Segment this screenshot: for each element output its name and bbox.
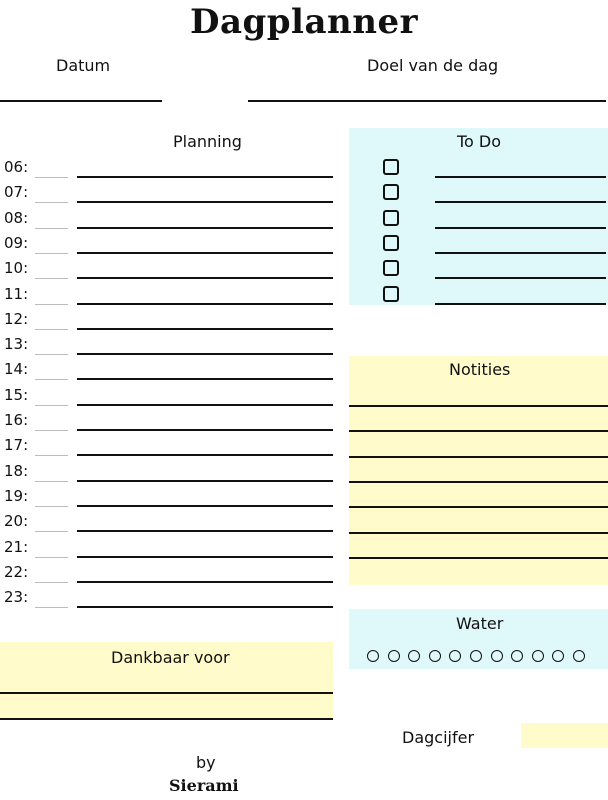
todo-label: To Do — [457, 132, 502, 151]
water-glass-icon[interactable] — [470, 650, 482, 662]
hour-duration-line[interactable] — [35, 481, 68, 482]
hour-entry-line[interactable] — [77, 581, 333, 583]
hour-label: 12: — [4, 309, 29, 328]
hour-label: 20: — [4, 512, 29, 531]
hour-duration-line[interactable] — [35, 405, 68, 406]
hour-label: 23: — [4, 588, 29, 607]
hour-duration-line[interactable] — [35, 228, 68, 229]
page-title: Dagplanner — [190, 2, 418, 42]
hour-duration-line[interactable] — [35, 557, 68, 558]
todo-checkbox[interactable] — [383, 210, 399, 226]
hour-label: 18: — [4, 461, 29, 480]
hour-duration-line[interactable] — [35, 582, 68, 583]
hour-entry-line[interactable] — [77, 606, 333, 608]
todo-line[interactable] — [435, 277, 606, 279]
water-glass-icon[interactable] — [388, 650, 400, 662]
hour-entry-line[interactable] — [77, 227, 333, 229]
hour-label: 13: — [4, 335, 29, 354]
doel-line[interactable] — [248, 100, 606, 102]
todo-checkbox[interactable] — [383, 286, 399, 302]
hour-label: 06: — [4, 158, 29, 176]
hour-duration-line[interactable] — [35, 329, 68, 330]
notities-section — [349, 356, 608, 585]
notities-line[interactable] — [349, 506, 608, 508]
hour-duration-line[interactable] — [35, 202, 68, 203]
todo-checkbox[interactable] — [383, 235, 399, 251]
todo-line[interactable] — [435, 201, 606, 203]
water-glass-icon[interactable] — [573, 650, 585, 662]
hour-label: 17: — [4, 436, 29, 455]
hour-label: 10: — [4, 259, 29, 278]
hour-duration-line[interactable] — [35, 354, 68, 355]
hour-label: 09: — [4, 233, 29, 252]
todo-line[interactable] — [435, 227, 606, 229]
notities-line[interactable] — [349, 405, 608, 407]
hour-duration-line[interactable] — [35, 278, 68, 279]
hour-label: 16: — [4, 411, 29, 429]
dankbaar-line[interactable] — [0, 692, 333, 694]
footer-by: by — [196, 753, 216, 772]
hour-duration-line[interactable] — [35, 430, 68, 431]
notities-line[interactable] — [349, 456, 608, 458]
hour-duration-line[interactable] — [35, 455, 68, 456]
hour-entry-line[interactable] — [77, 530, 333, 532]
hour-entry-line[interactable] — [77, 252, 333, 254]
doel-label: Doel van de dag — [367, 56, 499, 75]
hour-entry-line[interactable] — [77, 480, 333, 482]
todo-line[interactable] — [435, 303, 606, 305]
planning-label: Planning — [173, 132, 242, 151]
dagcijfer-label: Dagcijfer — [402, 728, 475, 747]
hour-duration-line[interactable] — [35, 607, 68, 608]
water-glass-icon[interactable] — [532, 650, 544, 662]
hour-entry-line[interactable] — [77, 378, 333, 380]
hour-entry-line[interactable] — [77, 303, 333, 305]
hour-duration-line[interactable] — [35, 379, 68, 380]
footer-brand: Sierami — [169, 776, 239, 795]
hour-entry-line[interactable] — [77, 353, 333, 355]
hour-duration-line[interactable] — [35, 531, 68, 532]
todo-checkbox[interactable] — [383, 260, 399, 276]
notities-label: Notities — [449, 360, 511, 379]
todo-checkbox[interactable] — [383, 159, 399, 175]
water-glass-icon[interactable] — [367, 650, 379, 662]
hour-duration-line[interactable] — [35, 304, 68, 305]
datum-line[interactable] — [0, 100, 162, 102]
todo-line[interactable] — [435, 176, 606, 178]
hour-label: 07: — [4, 183, 29, 202]
hour-label: 21: — [4, 537, 29, 556]
datum-label: Datum — [56, 56, 111, 75]
dagcijfer-box[interactable] — [521, 723, 608, 748]
water-glass-icon[interactable] — [429, 650, 441, 662]
water-glass-icon[interactable] — [491, 650, 503, 662]
hour-entry-line[interactable] — [77, 328, 333, 330]
notities-line[interactable] — [349, 557, 608, 559]
hour-label: 15: — [4, 385, 29, 404]
hour-entry-line[interactable] — [77, 201, 333, 203]
hour-duration-line[interactable] — [35, 253, 68, 254]
hour-label: 11: — [4, 284, 29, 303]
hour-label: 14: — [4, 360, 29, 379]
hour-entry-line[interactable] — [77, 404, 333, 406]
water-label: Water — [456, 614, 504, 633]
hour-entry-line[interactable] — [77, 454, 333, 456]
hour-duration-line[interactable] — [35, 506, 68, 507]
hour-duration-line[interactable] — [35, 177, 68, 178]
hour-label: 22: — [4, 562, 29, 581]
notities-line[interactable] — [349, 430, 608, 432]
hour-entry-line[interactable] — [77, 277, 333, 279]
hour-entry-line[interactable] — [77, 556, 333, 558]
notities-line[interactable] — [349, 481, 608, 483]
dankbaar-line[interactable] — [0, 718, 333, 720]
hour-entry-line[interactable] — [77, 429, 333, 431]
hour-entry-line[interactable] — [77, 505, 333, 507]
dankbaar-label: Dankbaar voor — [111, 648, 230, 667]
todo-line[interactable] — [435, 252, 606, 254]
hour-label: 08: — [4, 208, 29, 227]
notities-line[interactable] — [349, 532, 608, 534]
hour-entry-line[interactable] — [77, 176, 333, 178]
hour-label: 19: — [4, 486, 29, 505]
todo-checkbox[interactable] — [383, 184, 399, 200]
